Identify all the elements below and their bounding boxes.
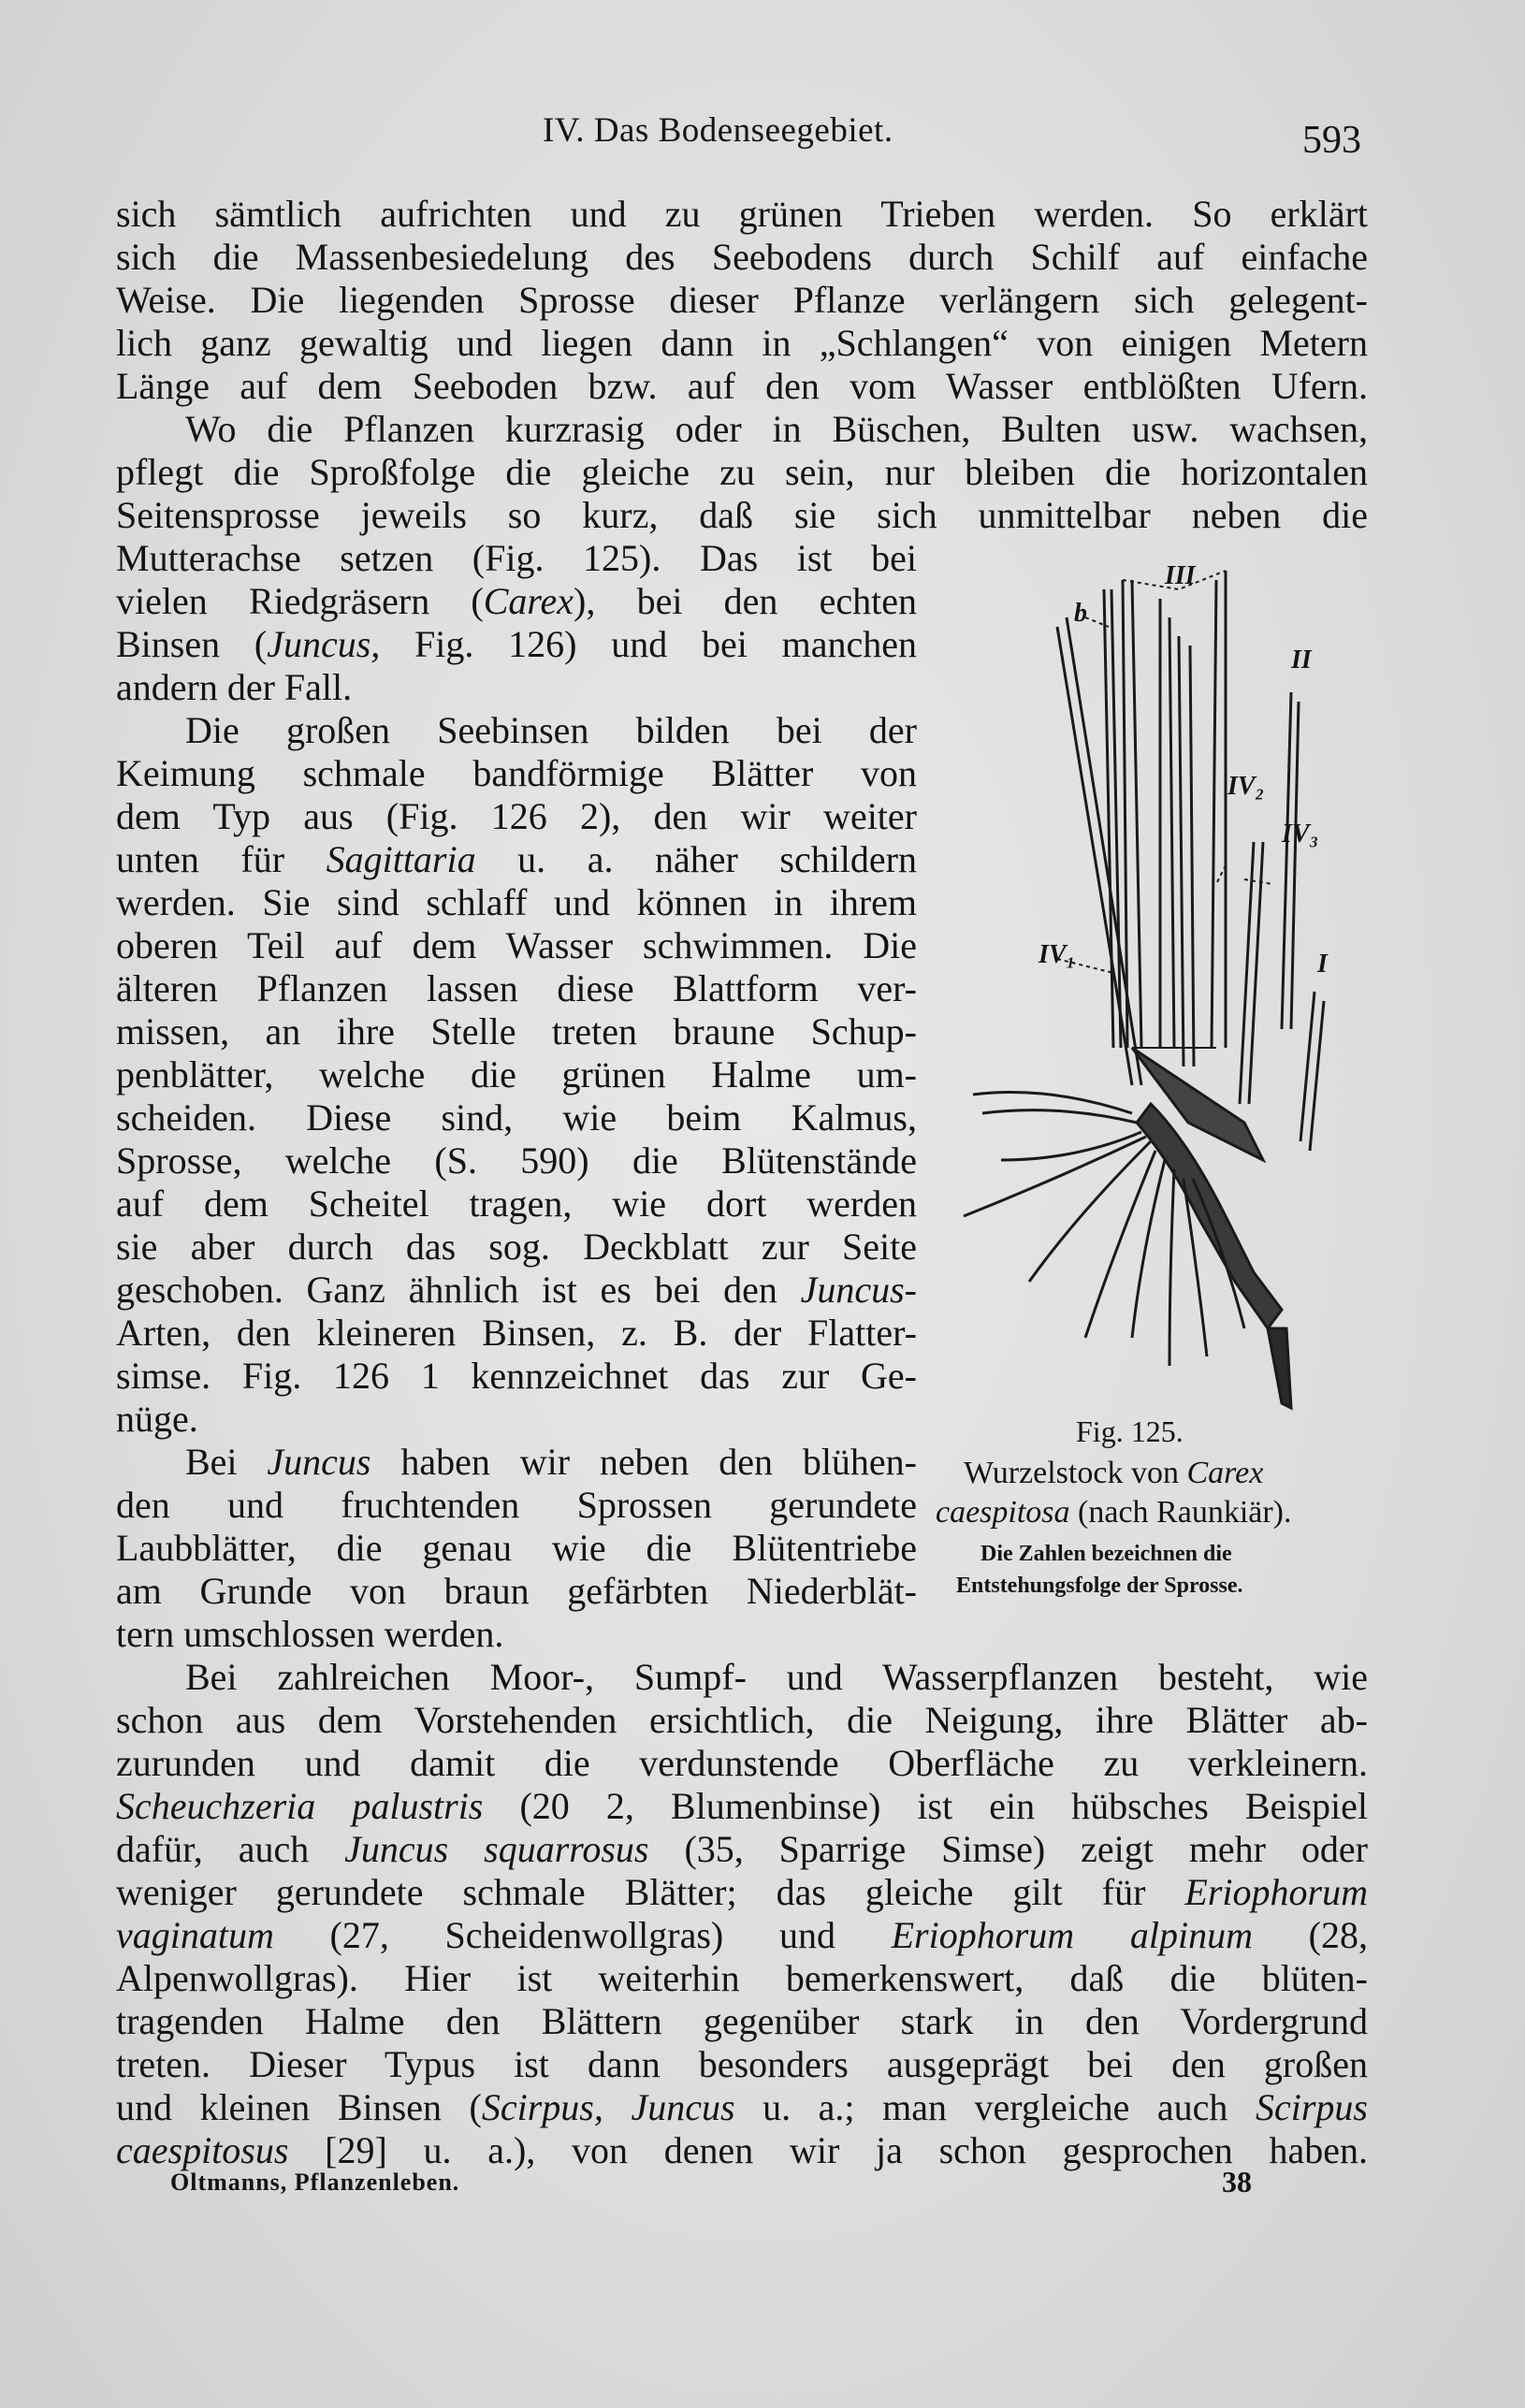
text-line: zurunden und damit die verdunstende Oberfläche zu verkleinern.: [116, 1742, 1368, 1784]
text-line: auf dem Scheitel tragen, wie dort werden: [116, 1182, 917, 1225]
running-header: IV. Das Bodenseegebiet.: [543, 111, 893, 150]
text-line: Mutterachse setzen (Fig. 125). Das ist bei: [116, 537, 917, 579]
text-line: dafür, auch Juncus squarrosus (35, Sparrige Simse) zeigt mehr oder: [116, 1828, 1369, 1870]
text-line: Scheuchzeria palustris (20 2, Blumenbinse) ist ein hübsches Beispiel: [116, 1785, 1368, 1827]
text-line: weniger gerundete schmale Blätter; das gleiche gilt für Eriophorum: [116, 1871, 1368, 1913]
text-line: schon aus dem Vorstehenden ersichtlich, die Neigung, ihre Blätter ab-: [116, 1699, 1368, 1741]
figure-label-i: I: [1317, 950, 1328, 979]
text-line: Bei Juncus haben wir neben den blühen-: [185, 1441, 918, 1483]
text-line: am Grunde von braun gefärbten Niederblät-: [116, 1570, 917, 1612]
text-line: Bei zahlreichen Moor-, Sumpf- und Wasserpflanzen besteht, wie: [185, 1656, 1368, 1698]
text-line: Keimung schmale bandförmige Blätter von: [116, 752, 917, 794]
text-line: sie aber durch das sog. Deckblatt zur Seite: [116, 1226, 917, 1268]
text-line: und kleinen Binsen (Scirpus, Juncus u. a.; man vergleiche auch Scirpus: [116, 2086, 1368, 2128]
text-line: Sprosse, welche (S. 590) die Blütenstände: [116, 1139, 917, 1182]
text-line: tern umschlossen werden.: [116, 1613, 504, 1655]
figure-label-iii: III: [1165, 561, 1196, 590]
text-line: penblätter, welche die grünen Halme um-: [116, 1053, 917, 1095]
figure-label-iv2: IV₂: [1227, 772, 1265, 801]
text-line: Die großen Seebinsen bilden bei der: [185, 709, 917, 751]
figure-caption: Wurzelstock von Carex: [964, 1456, 1264, 1490]
text-line: treten. Dieser Typus ist dann besonders ausgeprägt bei den großen: [116, 2043, 1368, 2085]
text-line: scheiden. Diese sind, wie beim Kalmus,: [116, 1096, 917, 1139]
figure-carex-rhizome: [945, 561, 1357, 1431]
text-line: tragenden Halme den Blättern gegenüber stark in den Vordergrund: [116, 2000, 1368, 2042]
text-line: caespitosus [29] u. a.), von denen wir ja schon gesprochen haben.: [116, 2129, 1368, 2171]
text-line: Arten, den kleineren Binsen, z. B. der Flatter-: [116, 1312, 917, 1354]
text-line: Binsen (Juncus, Fig. 126) und bei manchen: [116, 623, 918, 665]
footer-book-title: Oltmanns, Pflanzenleben.: [170, 2169, 460, 2196]
figure-label-b: b: [1074, 599, 1087, 628]
figure-number: Fig. 125.: [1076, 1414, 1184, 1448]
text-line: simse. Fig. 126 1 kennzeichnet das zur Ge-: [116, 1355, 917, 1397]
text-line: andern der Fall.: [116, 666, 353, 708]
text-line: Wo die Pflanzen kurzrasig oder in Büschen, Bulten usw. wachsen,: [185, 408, 1368, 450]
text-line: nüge.: [116, 1398, 198, 1440]
text-line: Länge auf dem Seeboden bzw. auf den vom Wasser entblößten Ufern.: [116, 365, 1368, 407]
figure-note: Die Zahlen bezeichnen die: [980, 1542, 1232, 1566]
text-line: Alpenwollgras). Hier ist weiterhin bemerkenswert, daß die blüten-: [116, 1957, 1368, 1999]
text-line: werden. Sie sind schlaff und können in ihrem: [116, 881, 917, 923]
text-line: dem Typ aus (Fig. 126 2), den wir weiter: [116, 795, 917, 837]
text-line: vaginatum (27, Scheidenwollgras) und Eriophorum alpinum (28,: [116, 1914, 1369, 1956]
figure-label-iv3: IV₃: [1282, 820, 1319, 849]
text-line: älteren Pflanzen lassen diese Blattform ver-: [116, 967, 917, 1009]
text-line: missen, an ihre Stelle treten braune Schup-: [116, 1010, 917, 1052]
text-line: lich ganz gewaltig und liegen dann in „Schlangen“ von einigen Metern: [116, 322, 1368, 364]
text-line: Laubblätter, die genau wie die Blütentriebe: [116, 1527, 917, 1569]
rhizome-illustration: [945, 561, 1357, 1431]
text-line: geschoben. Ganz ähnlich ist es bei den Juncus-: [116, 1269, 917, 1311]
text-line: den und fruchtenden Sprossen gerundete: [116, 1484, 917, 1526]
figure-caption: caespitosa (nach Raunkiär).: [936, 1495, 1292, 1530]
text-line: vielen Riedgräsern (Carex), bei den echten: [116, 580, 917, 622]
text-line: sich die Massenbesiedelung des Seebodens durch Schilf auf einfache: [116, 236, 1368, 278]
text-line: sich sämtlich aufrichten und zu grünen Trieben werden. So erklärt: [116, 193, 1368, 235]
text-line: pflegt die Sproßfolge die gleiche zu sein, nur bleiben die horizontalen: [116, 451, 1368, 493]
figure-label-iv1: IV₁: [1038, 940, 1076, 969]
text-line: Weise. Die liegenden Sprosse dieser Pflanze verlängern sich gelegent-: [116, 279, 1368, 321]
footer-signature-mark: 38: [1222, 2165, 1252, 2198]
text-line: Seitensprosse jeweils so kurz, daß sie sich unmittelbar neben die: [116, 494, 1368, 536]
figure-label-ii: II: [1291, 646, 1312, 675]
page-number: 593: [1302, 119, 1361, 162]
figure-note: Entstehungsfolge der Sprosse.: [956, 1574, 1243, 1598]
text-line: unten für Sagittaria u. a. näher schildern: [116, 838, 917, 880]
text-line: oberen Teil auf dem Wasser schwimmen. Die: [116, 924, 917, 966]
